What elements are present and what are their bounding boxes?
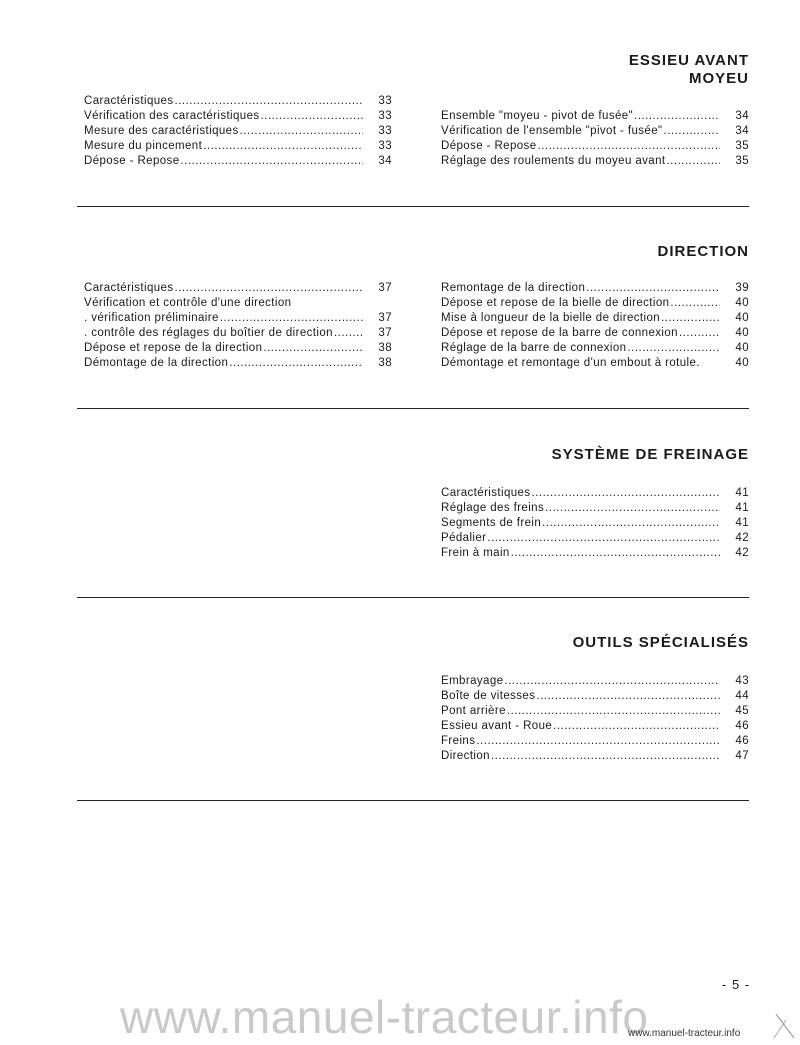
toc-entry-text: Frein à main: [441, 547, 510, 559]
toc-leader-dots: [240, 124, 363, 139]
toc-entry-page: 40: [735, 342, 749, 354]
toc-leader-dots: [175, 281, 364, 296]
toc-entry-page: 37: [378, 312, 392, 324]
toc-entry: [441, 531, 749, 546]
toc-entry: [84, 341, 392, 356]
toc-entry: [441, 139, 749, 154]
section-title-line: MOYEU: [688, 70, 749, 87]
toc-entry-text: . contrôle des réglages du boîtier de direction: [84, 327, 333, 339]
toc-entry: [84, 311, 392, 326]
toc-leader-dots: [507, 704, 720, 719]
toc-entry-page: 38: [378, 357, 392, 369]
section-title-freinage: [552, 446, 749, 464]
toc-entry-text: . vérification préliminaire: [84, 312, 219, 324]
toc-leader-dots: [511, 546, 720, 561]
toc-entry-text: Ensemble "moyeu - pivot de fusée": [441, 110, 634, 122]
toc-entry-text: Caractéristiques: [441, 487, 531, 499]
toc-leader-dots: [203, 139, 363, 154]
toc-entry: [441, 109, 749, 124]
toc-entry-text: Freins: [441, 735, 476, 747]
toc-entry: [84, 281, 392, 296]
toc-entry: [441, 154, 749, 169]
toc-entry: [84, 109, 392, 124]
toc-entry: [441, 516, 749, 531]
toc-leader-dots: [476, 734, 720, 749]
toc-entry-text: Segments de frein: [441, 517, 542, 529]
toc-leader-dots: [634, 109, 720, 124]
toc-entry-page: 35: [735, 155, 749, 167]
toc-entry-text: Embrayage: [441, 675, 504, 687]
toc-entry: [441, 486, 749, 501]
toc-entry-page: 46: [735, 735, 749, 747]
toc-entry-text: Démontage de la direction: [84, 357, 229, 369]
toc-leader-dots: [261, 109, 363, 124]
toc-entry-page: 42: [735, 532, 749, 544]
toc-right-outils: [441, 674, 749, 764]
toc-entry: [84, 296, 392, 311]
toc-entry-text: Vérification des caractéristiques: [84, 110, 260, 122]
toc-leader-dots: [679, 326, 720, 341]
page-number: - 5 -: [722, 977, 751, 992]
toc-entry-page: 33: [378, 125, 392, 137]
toc-entry-page: 34: [735, 125, 749, 137]
section-title-direction: [658, 243, 750, 261]
toc-entry-text: Boîte de vitesses: [441, 690, 536, 702]
section-title-line: ESSIEU AVANT: [628, 52, 749, 69]
toc-entry-text: Direction: [441, 750, 490, 762]
toc-entry-text: Mesure des caractéristiques: [84, 125, 239, 137]
toc-leader-dots: [334, 326, 363, 341]
section-title-essieu-avant: [629, 52, 749, 88]
toc-entry-page: 39: [735, 282, 749, 294]
toc-leader-dots: [532, 486, 721, 501]
toc-leader-dots: [664, 124, 721, 139]
toc-leader-dots: [586, 281, 720, 296]
toc-entry-text: Essieu avant - Roue: [441, 720, 553, 732]
toc-entry-page: 40: [735, 357, 749, 369]
toc-entry-page: 33: [378, 110, 392, 122]
toc-entry-text: Dépose et repose de la bielle de direction: [441, 297, 670, 309]
section-divider: [77, 408, 749, 409]
toc-leader-dots: [538, 139, 721, 154]
toc-leader-dots: [627, 341, 720, 356]
toc-entry: [441, 124, 749, 139]
toc-entry-page: 33: [378, 140, 392, 152]
toc-leader-dots: [220, 311, 363, 326]
toc-entry-text: Dépose et repose de la direction: [84, 342, 263, 354]
toc-leader-dots: [553, 719, 720, 734]
toc-leader-dots: [545, 501, 720, 516]
toc-left-direction: [84, 281, 392, 371]
toc-entry-text: Caractéristiques: [84, 282, 174, 294]
section-title-line: OUTILS SPÉCIALISÉS: [572, 634, 749, 651]
toc-entry: [84, 139, 392, 154]
toc-leader-dots: [181, 154, 364, 169]
toc-entry: [84, 326, 392, 341]
toc-entry-text: Remontage de la direction: [441, 282, 586, 294]
toc-entry-text: Dépose - Repose: [84, 155, 180, 167]
toc-entry: [441, 296, 749, 311]
toc-entry: [84, 356, 392, 371]
corner-fold-mark: [772, 1012, 796, 1042]
toc-entry-text: Vérification et contrôle d'une direction: [84, 297, 292, 309]
toc-entry-text: Vérification de l'ensemble "pivot - fusée": [441, 125, 663, 137]
toc-entry-page: 40: [735, 312, 749, 324]
section-title-line: SYSTÈME DE FREINAGE: [551, 446, 749, 463]
toc-entry-page: 46: [735, 720, 749, 732]
toc-leader-dots: [175, 94, 364, 109]
section-title-outils: [573, 634, 749, 652]
toc-entry-text: Réglage des freins: [441, 502, 545, 514]
watermark: www.manuel-tracteur.info: [120, 991, 649, 1043]
toc-entry: [441, 719, 749, 734]
toc-right-freinage: [441, 486, 749, 561]
toc-entry-page: 38: [378, 342, 392, 354]
toc-entry-page: 34: [378, 155, 392, 167]
toc-left-essieu-avant: [84, 94, 392, 169]
toc-entry-page: 41: [735, 502, 749, 514]
toc-leader-dots: [504, 674, 720, 689]
toc-leader-dots: [263, 341, 363, 356]
section-divider: [77, 597, 749, 598]
toc-entry-text: Pédalier: [441, 532, 487, 544]
toc-entry-text: Mesure du pincement: [84, 140, 203, 152]
section-divider: [77, 800, 749, 801]
toc-entry: [441, 341, 749, 356]
toc-entry-text: Réglage des roulements du moyeu avant: [441, 155, 666, 167]
toc-entry: [441, 749, 749, 764]
toc-entry-page: 45: [735, 705, 749, 717]
toc-entry: [441, 704, 749, 719]
toc-entry-text: Démontage et remontage d'un embout à rotule.: [441, 357, 700, 369]
toc-leader-dots: [487, 531, 720, 546]
toc-entry: [441, 326, 749, 341]
toc-entry-page: 37: [378, 327, 392, 339]
toc-leader-dots: [542, 516, 720, 531]
toc-entry: [441, 311, 749, 326]
toc-leader-dots: [666, 154, 720, 169]
toc-entry: [441, 674, 749, 689]
toc-entry-page: 33: [378, 95, 392, 107]
toc-entry-page: 42: [735, 547, 749, 559]
toc-entry: [84, 154, 392, 169]
toc-leader-dots: [229, 356, 363, 371]
toc-entry-page: 41: [735, 487, 749, 499]
toc-entry-page: 40: [735, 297, 749, 309]
toc-entry: [84, 124, 392, 139]
toc-entry-text: Mise à longueur de la bielle de direction: [441, 312, 661, 324]
toc-entry: [84, 94, 392, 109]
toc-entry-text: Pont arrière: [441, 705, 506, 717]
toc-entry: [441, 356, 749, 371]
section-divider: [77, 206, 749, 207]
toc-entry-text: Dépose et repose de la barre de connexion: [441, 327, 678, 339]
footer-url: www.manuel-tracteur.info: [628, 1028, 741, 1039]
toc-right-essieu-avant: [441, 109, 749, 169]
toc-entry-page: 43: [735, 675, 749, 687]
toc-entry-text: Dépose - Repose: [441, 140, 537, 152]
toc-leader-dots: [536, 689, 720, 704]
toc-entry-page: 34: [735, 110, 749, 122]
toc-entry: [441, 689, 749, 704]
toc-leader-dots: [661, 311, 720, 326]
toc-entry-page: 40: [735, 327, 749, 339]
toc-right-direction: [441, 281, 749, 371]
toc-entry-page: 37: [378, 282, 392, 294]
section-title-line: DIRECTION: [657, 243, 749, 260]
toc-entry-text: Caractéristiques: [84, 95, 174, 107]
toc-entry-page: 35: [735, 140, 749, 152]
toc-entry-page: 44: [735, 690, 749, 702]
toc-leader-dots: [670, 296, 720, 311]
toc-entry-page: 47: [735, 750, 749, 762]
toc-entry: [441, 501, 749, 516]
toc-leader-dots: [491, 749, 720, 764]
toc-entry: [441, 734, 749, 749]
toc-entry: [441, 546, 749, 561]
toc-entry: [441, 281, 749, 296]
toc-entry-text: Réglage de la barre de connexion: [441, 342, 627, 354]
toc-entry-page: 41: [735, 517, 749, 529]
